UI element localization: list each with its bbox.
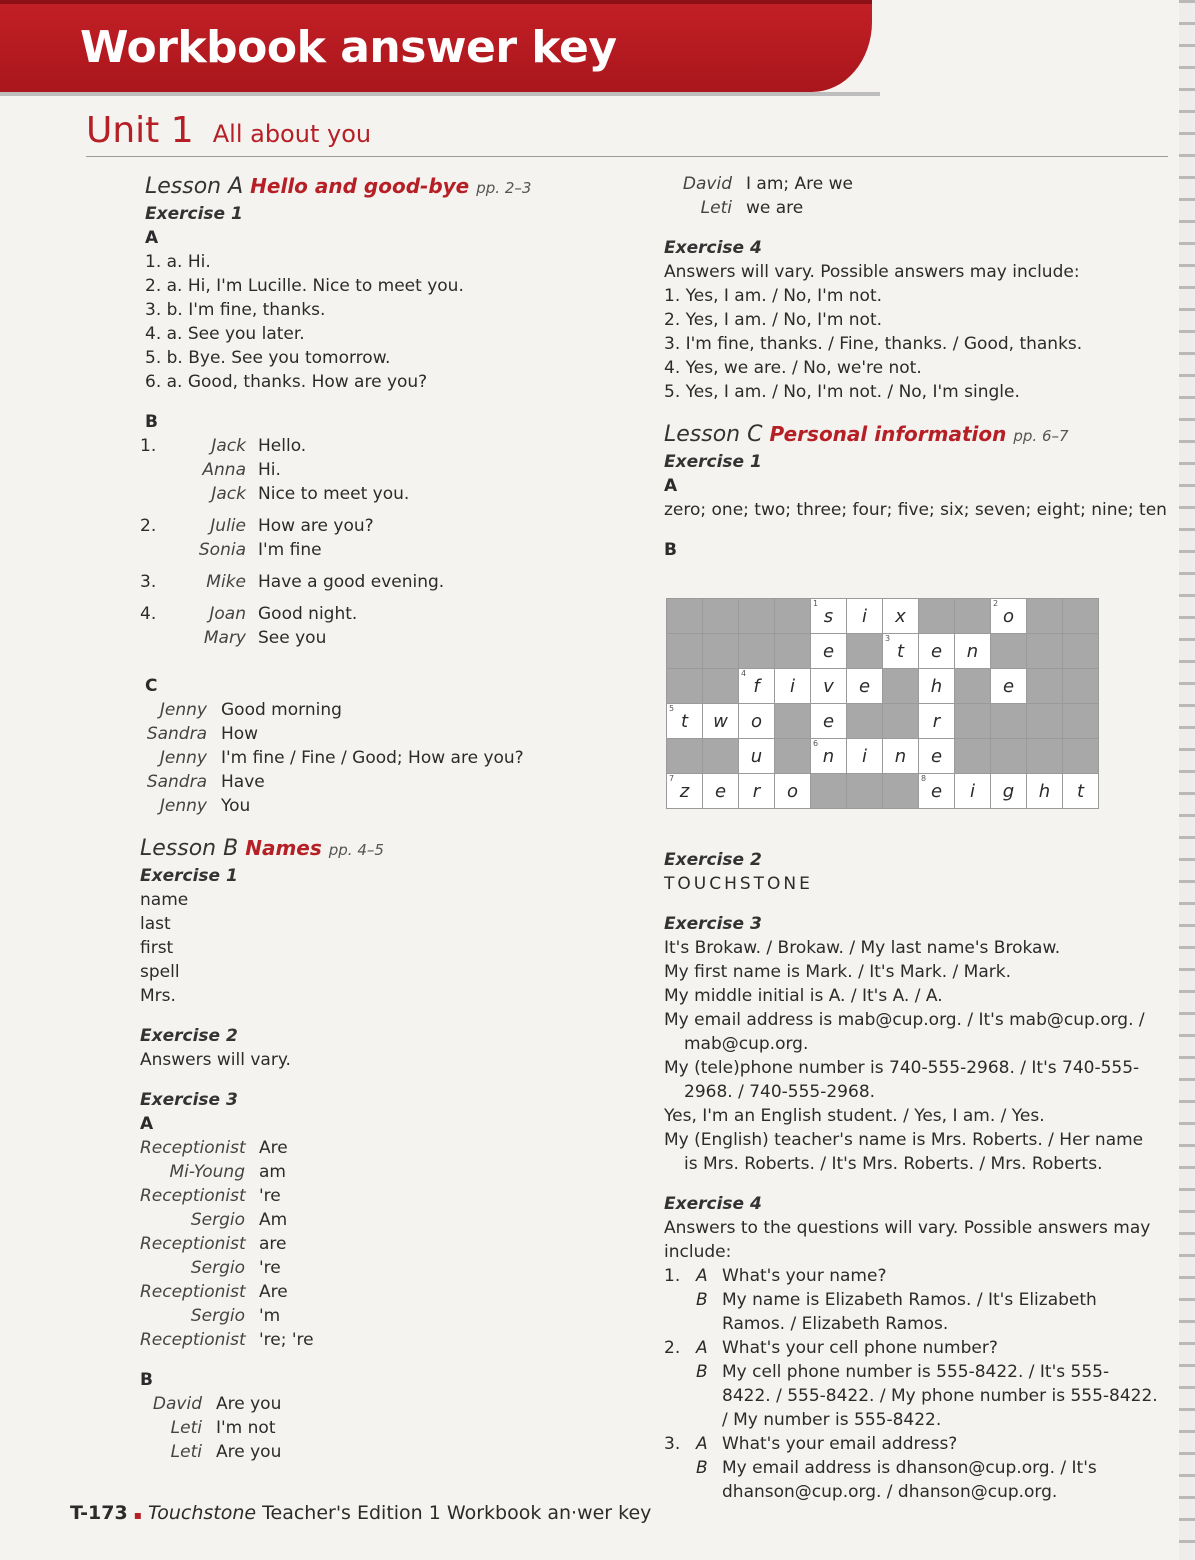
crossword-letter: e	[1002, 675, 1015, 697]
qa-item	[664, 1264, 1159, 1336]
qa-number: 2.	[664, 1338, 681, 1358]
crossword-blank-cell	[1027, 669, 1063, 704]
crossword-blank-cell	[1027, 739, 1063, 774]
crossword-blank-cell	[1063, 704, 1099, 739]
crossword-letter: e	[858, 675, 871, 697]
crossword-letter: i	[861, 745, 867, 767]
right-column	[664, 172, 1167, 562]
speaker-line: 're	[259, 1258, 281, 1278]
page-number: T-173	[70, 1502, 128, 1524]
crossword-blank-cell	[1063, 599, 1099, 634]
list-item: name	[140, 890, 189, 910]
crossword-blank-cell	[667, 669, 703, 704]
qa-answer: My email address is dhanson@cup.org. / It's dhanson@cup.org. / dhanson@cup.org.	[722, 1458, 1097, 1502]
right-column-lower	[664, 848, 1159, 1504]
crossword-blank-cell	[703, 634, 739, 669]
crossword-clue-number: 6	[813, 739, 819, 748]
lesson-b-ex1-list	[140, 888, 610, 1008]
lesson-b-ex4-list	[664, 284, 1159, 404]
crossword-blank-cell	[703, 599, 739, 634]
crossword-blank-cell	[955, 739, 991, 774]
section-label: B	[145, 412, 158, 432]
crossword-blank-cell	[1063, 634, 1099, 669]
crossword-blank-cell	[775, 704, 811, 739]
lesson-c-exercise-4: Exercise 4	[664, 1194, 762, 1214]
lesson-c-exercise-2: Exercise 2	[664, 850, 762, 870]
crossword-blank-cell	[667, 634, 703, 669]
crossword-clue-number: 1	[813, 599, 819, 608]
speaker-line: Good night.	[258, 604, 358, 624]
crossword-letter: g	[1002, 780, 1015, 802]
crossword-row	[667, 599, 1099, 634]
speaker-line: I'm not	[216, 1418, 276, 1438]
crossword-letter-cell	[667, 704, 703, 739]
speaker-line: Have	[221, 772, 265, 792]
crossword-letter-cell	[991, 774, 1027, 809]
speaker-name: Julie	[210, 516, 246, 536]
crossword-letter: e	[930, 745, 943, 767]
speaker-line: Are	[259, 1282, 288, 1302]
list-item: first	[140, 938, 174, 958]
speaker-name: Sergio	[190, 1210, 245, 1230]
qa-letter-b: B	[696, 1290, 708, 1310]
qa-letter-a: A	[696, 1434, 708, 1454]
crossword-blank-cell	[991, 634, 1027, 669]
crossword-letter: t	[680, 710, 689, 732]
crossword-blank-cell	[739, 599, 775, 634]
crossword-letter: e	[822, 710, 835, 732]
crossword-clue-number: 7	[669, 774, 675, 783]
crossword-letter-cell	[775, 774, 811, 809]
speaker-line: we are	[746, 198, 804, 218]
list-item: My (tele)phone number is 740-555-2968. / It's 740-555-2968. / 740-555-2968.	[664, 1058, 1140, 1102]
list-item: 4. Yes, we are. / No, we're not.	[664, 358, 922, 378]
crossword-letter: n	[822, 745, 835, 767]
dialog-number: 4.	[140, 604, 157, 624]
crossword-letter-cell	[739, 669, 775, 704]
speaker-name: Leti	[170, 1418, 202, 1438]
crossword-letter-cell	[847, 739, 883, 774]
lesson-c-ex1-a-text: zero; one; two; three; four; five; six; seven; eight; nine; ten	[664, 500, 1167, 520]
qa-answer: My cell phone number is 555-8422. / It's 555- 8422. / 555-8422. / My phone number is 555-8422. / My number is 555-8422.	[722, 1362, 1158, 1430]
crossword-blank-cell	[667, 599, 703, 634]
crossword-letter: s	[823, 605, 834, 627]
crossword-grid	[666, 598, 1099, 809]
crossword-letter-cell	[811, 599, 847, 634]
qa-letter-b: B	[696, 1458, 708, 1478]
crossword-letter-cell	[739, 704, 775, 739]
list-item: My email address is mab@cup.org. / It's mab@cup.org. / mab@cup.org.	[664, 1010, 1145, 1054]
lesson-c-ex3-list	[664, 936, 1159, 1176]
dialog-block	[140, 602, 610, 650]
speaker-name: Jenny	[159, 748, 207, 768]
qa-item	[664, 1432, 1159, 1504]
footer-separator: ▪	[133, 1508, 142, 1522]
qa-answer: My name is Elizabeth Ramos. / It's Elizabeth Ramos. / Elizabeth Ramos.	[722, 1290, 1097, 1334]
speaker-name: Receptionist	[140, 1282, 246, 1302]
speaker-line: You	[221, 796, 251, 816]
qa-question: What's your email address?	[722, 1434, 958, 1454]
crossword-letter: i	[969, 780, 975, 802]
speaker-line: Am	[259, 1210, 288, 1230]
crossword-letter: e	[930, 640, 943, 662]
speaker-line: I'm fine / Fine / Good; How are you?	[221, 748, 524, 768]
list-item: 6. a. Good, thanks. How are you?	[145, 372, 428, 392]
list-item: 1. a. Hi.	[145, 252, 211, 272]
crossword-letter: r	[752, 780, 761, 802]
speaker-name: Jenny	[159, 796, 207, 816]
crossword-letter-cell	[919, 669, 955, 704]
crossword-blank-cell	[955, 599, 991, 634]
lesson-b-ex3-a-dialog	[140, 1136, 610, 1352]
crossword-letter: f	[753, 675, 760, 697]
speaker-line: Are you	[216, 1442, 282, 1462]
unit-title: All about you	[212, 120, 372, 148]
crossword-letter-cell	[739, 739, 775, 774]
crossword-clue-number: 2	[993, 599, 999, 608]
crossword-letter-cell	[703, 704, 739, 739]
unit-number: Unit 1	[86, 110, 194, 151]
crossword-blank-cell	[847, 634, 883, 669]
speaker-line: How	[221, 724, 259, 744]
list-item: My middle initial is A. / It's A. / A.	[664, 986, 943, 1006]
crossword-blank-cell	[883, 774, 919, 809]
crossword-blank-cell	[775, 634, 811, 669]
crossword-blank-cell	[955, 704, 991, 739]
crossword-letter: e	[822, 640, 835, 662]
dialog-number: 2.	[140, 516, 157, 536]
speaker-name: Mike	[206, 572, 246, 592]
speaker-line: am	[259, 1162, 286, 1182]
speaker-line: are	[259, 1234, 287, 1254]
crossword-letter: t	[896, 640, 905, 662]
crossword-letter: e	[714, 780, 727, 802]
lesson-b-ex2-text: Answers will vary.	[140, 1050, 291, 1070]
crossword-letter-cell	[775, 669, 811, 704]
speaker-name: Sonia	[198, 540, 246, 560]
qa-spacer	[664, 1360, 692, 1432]
dialog-block	[140, 514, 610, 562]
section-label: C	[145, 676, 158, 696]
speaker-line: I am; Are we	[746, 174, 853, 194]
crossword-clue-number: 8	[921, 774, 927, 783]
lesson-a-heading: Lesson A Hello and good-bye pp. 2–3	[145, 174, 532, 199]
speaker-name: Mi-Young	[169, 1162, 245, 1182]
speaker-name: Receptionist	[140, 1138, 246, 1158]
unit-divider	[86, 156, 1168, 157]
crossword-letter: o	[750, 710, 762, 732]
page-footer	[70, 1502, 651, 1524]
crossword-blank-cell	[883, 704, 919, 739]
speaker-name: Anna	[202, 460, 246, 480]
page-title: Workbook answer key	[80, 22, 617, 73]
section-label: A	[145, 228, 159, 248]
banner-underline	[0, 92, 880, 96]
dialog-block	[140, 570, 610, 594]
crossword-row	[667, 704, 1099, 739]
lesson-c-heading: Lesson C Personal information pp. 6–7	[664, 422, 1069, 447]
speaker-name: Sandra	[146, 724, 207, 744]
speaker-name: Leti	[700, 198, 732, 218]
crossword-letter: t	[1076, 780, 1085, 802]
lesson-b-ex3-b-dialog-part2	[664, 172, 1159, 220]
speaker-name: Jack	[211, 484, 246, 504]
crossword-blank-cell	[1027, 634, 1063, 669]
speaker-name: Sergio	[190, 1258, 245, 1278]
section-label: A	[664, 476, 678, 496]
list-item: Mrs.	[140, 986, 176, 1006]
speaker-name: Receptionist	[140, 1234, 246, 1254]
dialog-number: 1.	[140, 436, 157, 456]
speaker-name: Joan	[209, 604, 246, 624]
list-item: 4. a. See you later.	[145, 324, 305, 344]
crossword-clue-number: 5	[669, 704, 675, 713]
speaker-name: Jenny	[159, 700, 207, 720]
lesson-b-heading: Lesson B Names pp. 4–5	[140, 836, 384, 861]
lesson-c-ex4-intro: Answers to the questions will vary. Possible answers may include:	[664, 1218, 1151, 1262]
speaker-name: Receptionist	[140, 1186, 246, 1206]
crossword-letter-cell	[919, 739, 955, 774]
dialog-number	[140, 482, 164, 506]
left-column	[140, 172, 610, 1464]
qa-question: What's your name?	[722, 1266, 887, 1286]
crossword-row	[667, 669, 1099, 704]
crossword-blank-cell	[1027, 599, 1063, 634]
speaker-name: Leti	[170, 1442, 202, 1462]
qa-letter-a: A	[696, 1266, 708, 1286]
list-item: 3. b. I'm fine, thanks.	[145, 300, 326, 320]
footer-text: Teacher's Edition 1 Workbook an·wer key	[262, 1502, 652, 1524]
unit-heading	[86, 110, 371, 151]
list-item: 5. b. Bye. See you tomorrow.	[145, 348, 391, 368]
crossword-letter-cell	[883, 739, 919, 774]
speaker-line: I'm fine	[258, 540, 322, 560]
crossword-blank-cell	[775, 739, 811, 774]
lesson-b-ex3-b-dialog-part1	[140, 1392, 610, 1464]
crossword-letter-cell	[1063, 774, 1099, 809]
speaker-line: How are you?	[258, 516, 374, 536]
crossword-blank-cell	[703, 669, 739, 704]
dialog-block	[140, 434, 610, 506]
crossword-blank-cell	[667, 739, 703, 774]
crossword-letter-cell	[955, 634, 991, 669]
crossword-row	[667, 774, 1099, 809]
list-item: My first name is Mark. / It's Mark. / Mark.	[664, 962, 1012, 982]
header-banner	[0, 0, 872, 92]
qa-letter-a: A	[696, 1338, 708, 1358]
crossword-row	[667, 634, 1099, 669]
crossword-blank-cell	[703, 739, 739, 774]
crossword-letter-cell	[919, 634, 955, 669]
lesson-c-exercise-1: Exercise 1	[664, 452, 762, 472]
qa-spacer	[664, 1456, 692, 1504]
section-label: B	[140, 1370, 153, 1390]
crossword-letter-cell	[847, 599, 883, 634]
crossword-letter-cell	[847, 669, 883, 704]
crossword-clue-number: 4	[741, 669, 747, 678]
speaker-name: Sergio	[190, 1306, 245, 1326]
dialog-number: 3.	[140, 572, 157, 592]
crossword-blank-cell	[1063, 669, 1099, 704]
lesson-b-exercise-4: Exercise 4	[664, 238, 762, 258]
crossword-letter-cell	[919, 704, 955, 739]
speaker-line: Nice to meet you.	[258, 484, 410, 504]
crossword-letter: n	[894, 745, 907, 767]
crossword-clue-number: 3	[885, 634, 891, 643]
crossword-letter: r	[932, 710, 941, 732]
crossword-letter-cell	[919, 774, 955, 809]
crossword-letter-cell	[1027, 774, 1063, 809]
crossword-blank-cell	[1063, 739, 1099, 774]
list-item: last	[140, 914, 171, 934]
speaker-name: Sandra	[146, 772, 207, 792]
dialog-number	[140, 458, 164, 482]
crossword-letter: v	[823, 675, 834, 697]
list-item: 2. a. Hi, I'm Lucille. Nice to meet you.	[145, 276, 464, 296]
speaker-line: Are	[259, 1138, 288, 1158]
crossword-letter-cell	[811, 634, 847, 669]
speaker-line: 're; 're	[259, 1330, 314, 1350]
speaker-name: David	[682, 174, 732, 194]
lesson-c-exercise-3: Exercise 3	[664, 914, 762, 934]
lesson-b-ex4-intro: Answers will vary. Possible answers may include:	[664, 262, 1080, 282]
qa-number: 3.	[664, 1434, 681, 1454]
crossword-blank-cell	[847, 774, 883, 809]
crossword-letter-cell	[991, 669, 1027, 704]
lesson-c-ex2-text: TOUCHSTONE	[664, 874, 813, 894]
crossword-letter: h	[1038, 780, 1051, 802]
speaker-line: 're	[259, 1186, 281, 1206]
crossword-letter: o	[1002, 605, 1014, 627]
crossword-letter: i	[789, 675, 795, 697]
crossword-letter-cell	[811, 669, 847, 704]
speaker-line: Have a good evening.	[258, 572, 445, 592]
speaker-line: Are you	[216, 1394, 282, 1414]
lesson-a-exercise-1: Exercise 1	[145, 204, 243, 224]
qa-item	[664, 1336, 1159, 1432]
crossword-letter-cell	[955, 774, 991, 809]
list-item: 1. Yes, I am. / No, I'm not.	[664, 286, 883, 306]
speaker-line: Good morning	[221, 700, 342, 720]
crossword-letter: w	[713, 710, 728, 732]
qa-spacer	[664, 1288, 692, 1336]
section-label: A	[140, 1114, 154, 1134]
crossword-blank-cell	[991, 739, 1027, 774]
section-label: B	[664, 540, 677, 560]
crossword-letter-cell	[811, 739, 847, 774]
lesson-a-ex1-a-list	[145, 250, 610, 394]
page-edge-shadow	[1179, 0, 1195, 1560]
lesson-a-ex1-b-dialogs	[140, 434, 610, 650]
list-item: It's Brokaw. / Brokaw. / My last name's Brokaw.	[664, 938, 1061, 958]
lesson-b-exercise-3: Exercise 3	[140, 1090, 238, 1110]
crossword-letter-cell	[739, 774, 775, 809]
crossword-letter-cell	[991, 599, 1027, 634]
crossword-blank-cell	[919, 599, 955, 634]
crossword-letter-cell	[703, 774, 739, 809]
crossword-letter: n	[966, 640, 979, 662]
crossword-blank-cell	[847, 704, 883, 739]
speaker-name: Receptionist	[140, 1330, 246, 1350]
crossword-blank-cell	[775, 599, 811, 634]
crossword-blank-cell	[811, 774, 847, 809]
speaker-line: See you	[258, 628, 327, 648]
lesson-b-exercise-2: Exercise 2	[140, 1026, 238, 1046]
crossword-row	[667, 739, 1099, 774]
crossword-blank-cell	[1027, 704, 1063, 739]
crossword-letter: h	[930, 675, 943, 697]
lesson-a-ex1-c-dialog	[145, 698, 610, 818]
crossword-letter-cell	[883, 599, 919, 634]
crossword-letter-cell	[883, 634, 919, 669]
lesson-c-ex4-list	[664, 1264, 1159, 1504]
crossword-blank-cell	[955, 669, 991, 704]
list-item: spell	[140, 962, 180, 982]
speaker-name: Mary	[203, 628, 246, 648]
qa-letter-b: B	[696, 1362, 708, 1382]
speaker-name: David	[152, 1394, 202, 1414]
crossword-blank-cell	[883, 669, 919, 704]
crossword-blank-cell	[739, 634, 775, 669]
list-item: 2. Yes, I am. / No, I'm not.	[664, 310, 883, 330]
qa-number: 1.	[664, 1266, 681, 1286]
dialog-number	[140, 538, 164, 562]
speaker-line: Hello.	[258, 436, 307, 456]
crossword-blank-cell	[991, 704, 1027, 739]
speaker-line: Hi.	[258, 460, 281, 480]
qa-question: What's your cell phone number?	[722, 1338, 998, 1358]
crossword-letter: z	[679, 780, 690, 802]
footer-book-title: Touchstone	[147, 1502, 257, 1524]
crossword-letter-cell	[811, 704, 847, 739]
crossword-letter-cell	[667, 774, 703, 809]
speaker-name: Jack	[211, 436, 246, 456]
crossword-letter: x	[895, 605, 906, 627]
dialog-number	[140, 626, 164, 650]
crossword-letter: e	[930, 780, 943, 802]
crossword-letter: i	[861, 605, 867, 627]
lesson-b-exercise-1: Exercise 1	[140, 866, 238, 886]
speaker-line: 'm	[259, 1306, 281, 1326]
list-item: 3. I'm fine, thanks. / Fine, thanks. / Good, thanks.	[664, 334, 1083, 354]
crossword-letter: o	[786, 780, 798, 802]
list-item: Yes, I'm an English student. / Yes, I am. / Yes.	[664, 1106, 1045, 1126]
crossword-letter: u	[750, 745, 763, 767]
list-item: My (English) teacher's name is Mrs. Roberts. / Her name is Mrs. Roberts. / It's Mrs. Roberts. / Mrs. Roberts.	[664, 1130, 1144, 1174]
list-item: 5. Yes, I am. / No, I'm not. / No, I'm single.	[664, 382, 1020, 402]
